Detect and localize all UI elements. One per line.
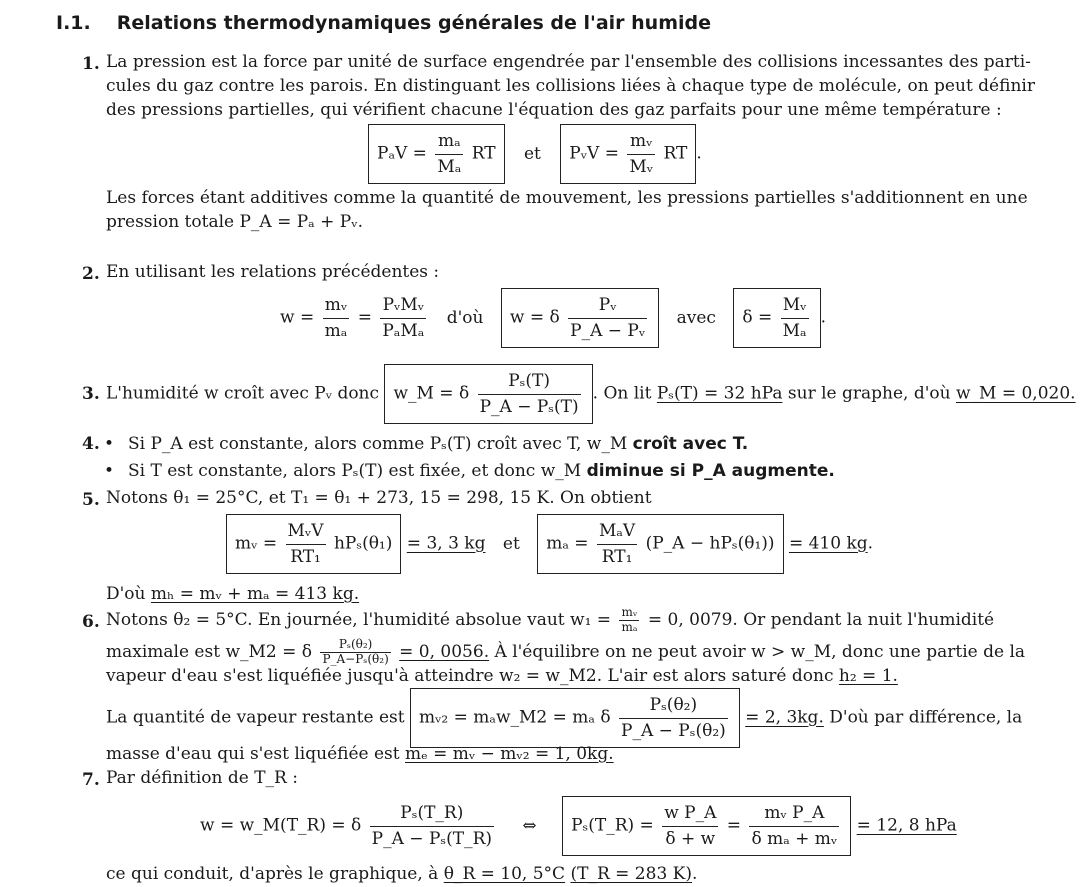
equation-box: w_M = δ $\frac{\text{Pₛ(T)}}{\text{P\_A − Pₛ(T)}}$ bbox=[384, 364, 592, 424]
fraction: $\frac{\text{mᵥ}}{\text{mₐ}}$ bbox=[621, 605, 638, 634]
underlined-result: = 3, 3 kg bbox=[406, 533, 486, 554]
fraction: $\frac{\text{Pₛ(θ₂)}}{\text{P\_A−Pₛ(θ₂)}}$ bbox=[322, 637, 389, 666]
item6-line3: vapeur d'eau s'est liquéfiée jusqu'à atteindre w₂ = w_M2. L'air est alors saturé donc h₂ = 1. bbox=[106, 666, 898, 686]
underlined-result: mₑ = mᵥ − mᵥ₂ = 1, 0kg. bbox=[405, 744, 614, 764]
item2-equation: w = $\frac{\text{mᵥ}}{\text{mₐ}}$ = $\frac{\text{PᵥMᵥ}}{\text{PₐMₐ}}$ d'où w = δ $\frac{\text{Pᵥ}}{\text{P\_A − Pᵥ}}$ avec δ = $\frac{\text{Mᵥ}}{\text{Mₐ}}$ . bbox=[280, 288, 826, 348]
item-number-6: 6. bbox=[82, 612, 100, 632]
fraction: $\frac{\text{MᵥV}}{\text{RT₁}}$ bbox=[287, 521, 324, 567]
fraction: $\frac{\text{Pᵥ}}{\text{P\_A − Pᵥ}}$ bbox=[570, 295, 646, 341]
equation-box: PᵥV = $\frac{\text{mᵥ}}{\text{Mᵥ}}$ RT bbox=[560, 124, 696, 184]
item4-bullet1: • Si P_A est constante, alors comme Pₛ(T) croît avec T, w_M croît avec T. bbox=[128, 432, 748, 457]
fraction: $\frac{\text{mₐ}}{\text{Mₐ}}$ bbox=[437, 131, 462, 177]
item3-line: L'humidité w croît avec Pᵥ donc w_M = δ $\frac{\text{Pₛ(T)}}{\text{P\_A − Pₛ(T)}}$ . On lit Pₛ(T) = 32 hPa sur le graphe, d'où w_M = 0,020. bbox=[106, 364, 1076, 424]
underlined-result: = 2, 3kg. bbox=[745, 707, 824, 728]
underlined-result: (T_R = 283 K) bbox=[570, 864, 692, 884]
item7-equation: w = w_M(T_R) = δ $\frac{\text{Pₛ(T\_R)}}{\text{P\_A − Pₛ(T\_R)}}$ ⇔ Pₛ(T_R) = $\frac{\text{w P\_A}}{\delta + w}$ = $\frac{\text{mᵥ P\_A}}{\text{δ mₐ + mᵥ}}$ = 12, 8 hPa bbox=[200, 796, 957, 856]
fraction: $\frac{\text{PᵥMᵥ}}{\text{PₐMₐ}}$ bbox=[382, 295, 425, 341]
underlined-result: θ_R = 10, 5°C bbox=[443, 864, 566, 884]
fraction: $\frac{\text{Pₛ(T)}}{\text{P\_A − Pₛ(T)}}$ bbox=[479, 371, 579, 417]
item5-after: D'où mₕ = mᵥ + mₐ = 413 kg. bbox=[106, 584, 360, 604]
item7-intro: Par définition de T_R : bbox=[106, 768, 298, 788]
underlined-result: = 410 kg bbox=[788, 533, 868, 554]
section-number: I.1. bbox=[56, 12, 91, 34]
fraction: $\frac{\text{mᵥ P\_A}}{\text{δ mₐ + mᵥ}}$ bbox=[751, 803, 838, 849]
item1-after-line1: Les forces étant additives comme la quantité de mouvement, les pressions partielles s'additionnent en une bbox=[106, 188, 1028, 208]
fraction: $\frac{\text{Pₛ(T\_R)}}{\text{P\_A − Pₛ(T\_R)}}$ bbox=[371, 803, 493, 849]
item1-line1: La pression est la force par unité de surface engendrée par l'ensemble des collisions incessantes des parti- bbox=[106, 52, 1031, 72]
fraction: $\frac{\text{mᵥ}}{\text{mₐ}}$ bbox=[324, 295, 348, 341]
item4-bullet2: • Si T est constante, alors Pₛ(T) est fixée, et donc w_M diminue si P_A augmente. bbox=[128, 459, 835, 484]
item-number-2: 2. bbox=[82, 264, 100, 284]
item6-line1: Notons θ₂ = 5°C. En journée, l'humidité absolue vaut w₁ = $\frac{\text{mᵥ}}{\text{mₐ}}$ = 0, 0079. Or pendant la nuit l'humidité bbox=[106, 605, 995, 634]
equation-box: mᵥ₂ = mₐw_M2 = mₐ δ $\frac{\text{Pₛ(θ₂)}}{\text{P\_A − Pₛ(θ₂)}}$ bbox=[410, 688, 740, 748]
equation-box: δ = $\frac{\text{Mᵥ}}{\text{Mₐ}}$ bbox=[733, 288, 820, 348]
item5-intro: Notons θ₁ = 25°C, et T₁ = θ₁ + 273, 15 = 298, 15 K. On obtient bbox=[106, 488, 652, 508]
fraction: $\frac{\text{w P\_A}}{\delta + w}$ bbox=[664, 803, 717, 849]
item-number-5: 5. bbox=[82, 490, 100, 510]
equation-box: w = δ $\frac{\text{Pᵥ}}{\text{P\_A − Pᵥ}}$ bbox=[501, 288, 659, 348]
underlined-result: = 12, 8 hPa bbox=[856, 815, 957, 836]
item1-equation: PₐV = $\frac{\text{mₐ}}{\text{Mₐ}}$ RT et PᵥV = $\frac{\text{mᵥ}}{\text{Mᵥ}}$ RT . bbox=[368, 124, 702, 184]
equation-box: PₐV = $\frac{\text{mₐ}}{\text{Mₐ}}$ RT bbox=[368, 124, 505, 184]
item-number-7: 7. bbox=[82, 770, 100, 790]
underlined-result: w_M = 0,020. bbox=[955, 383, 1076, 404]
item6-line5: masse d'eau qui s'est liquéfiée est mₑ = mᵥ − mᵥ₂ = 1, 0kg. bbox=[106, 744, 614, 764]
fraction: $\frac{\text{mᵥ}}{\text{Mᵥ}}$ bbox=[629, 131, 654, 177]
section-title: Relations thermodynamiques générales de l'air humide bbox=[116, 12, 711, 34]
fraction: $\frac{\text{Pₛ(θ₂)}}{\text{P\_A − Pₛ(θ₂)}}$ bbox=[621, 695, 726, 741]
item6-line4: La quantité de vapeur restante est mᵥ₂ = mₐw_M2 = mₐ δ $\frac{\text{Pₛ(θ₂)}}{\text{P\_A − Pₛ(θ₂)}}$ = 2, 3kg. D'où par différence, la bbox=[106, 688, 1022, 748]
item7-after: ce qui conduit, d'après le graphique, à θ_R = 10, 5°C (T_R = 283 K). bbox=[106, 864, 698, 884]
item2-intro: En utilisant les relations précédentes : bbox=[106, 262, 440, 282]
equivalence-symbol: ⇔ bbox=[522, 815, 537, 836]
item-number-3: 3. bbox=[82, 384, 100, 404]
fraction: $\frac{\text{Mᵥ}}{\text{Mₐ}}$ bbox=[782, 295, 807, 341]
item-number-1: 1. bbox=[82, 54, 100, 74]
item1-line2: cules du gaz contre les parois. En distinguant les collisions liées à chaque type de molécule, on peut définir bbox=[106, 76, 1035, 96]
item-number-4: 4. bbox=[82, 434, 100, 454]
section-heading bbox=[56, 10, 711, 38]
equation-box: mᵥ = $\frac{\text{MᵥV}}{\text{RT₁}}$ hPₛ(θ₁) bbox=[226, 514, 401, 574]
item6-line2: maximale est w_M2 = δ $\frac{\text{Pₛ(θ₂)}}{\text{P\_A−Pₛ(θ₂)}}$ = 0, 0056. À l'équilibre on ne peut avoir w > w_M, donc une partie de la bbox=[106, 637, 1026, 666]
underlined-result: Pₛ(T) = 32 hPa bbox=[656, 383, 783, 404]
underlined-result: h₂ = 1. bbox=[838, 666, 898, 686]
underlined-result: = 0, 0056. bbox=[399, 641, 490, 662]
item1-line3: des pressions partielles, qui vérifient chacune l'équation des gaz parfaits pour une même température : bbox=[106, 100, 1002, 120]
item1-after-line2: pression totale P_A = Pₐ + Pᵥ. bbox=[106, 212, 363, 232]
equation-box: mₐ = $\frac{\text{MₐV}}{\text{RT₁}}$ (P_A − hPₛ(θ₁)) bbox=[537, 514, 783, 574]
equation-box: Pₛ(T_R) = $\frac{\text{w P\_A}}{\delta + w}$ = $\frac{\text{mᵥ P\_A}}{\text{δ mₐ + mᵥ}}$ bbox=[562, 796, 851, 856]
fraction: $\frac{\text{MₐV}}{\text{RT₁}}$ bbox=[598, 521, 636, 567]
underlined-result: mₕ = mᵥ + mₐ = 413 kg. bbox=[150, 584, 360, 604]
item5-equation: mᵥ = $\frac{\text{MᵥV}}{\text{RT₁}}$ hPₛ(θ₁) = 3, 3 kg et mₐ = $\frac{\text{MₐV}}{\text{RT₁}}$ (P_A − hPₛ(θ₁)) = 410 kg. bbox=[226, 514, 873, 574]
